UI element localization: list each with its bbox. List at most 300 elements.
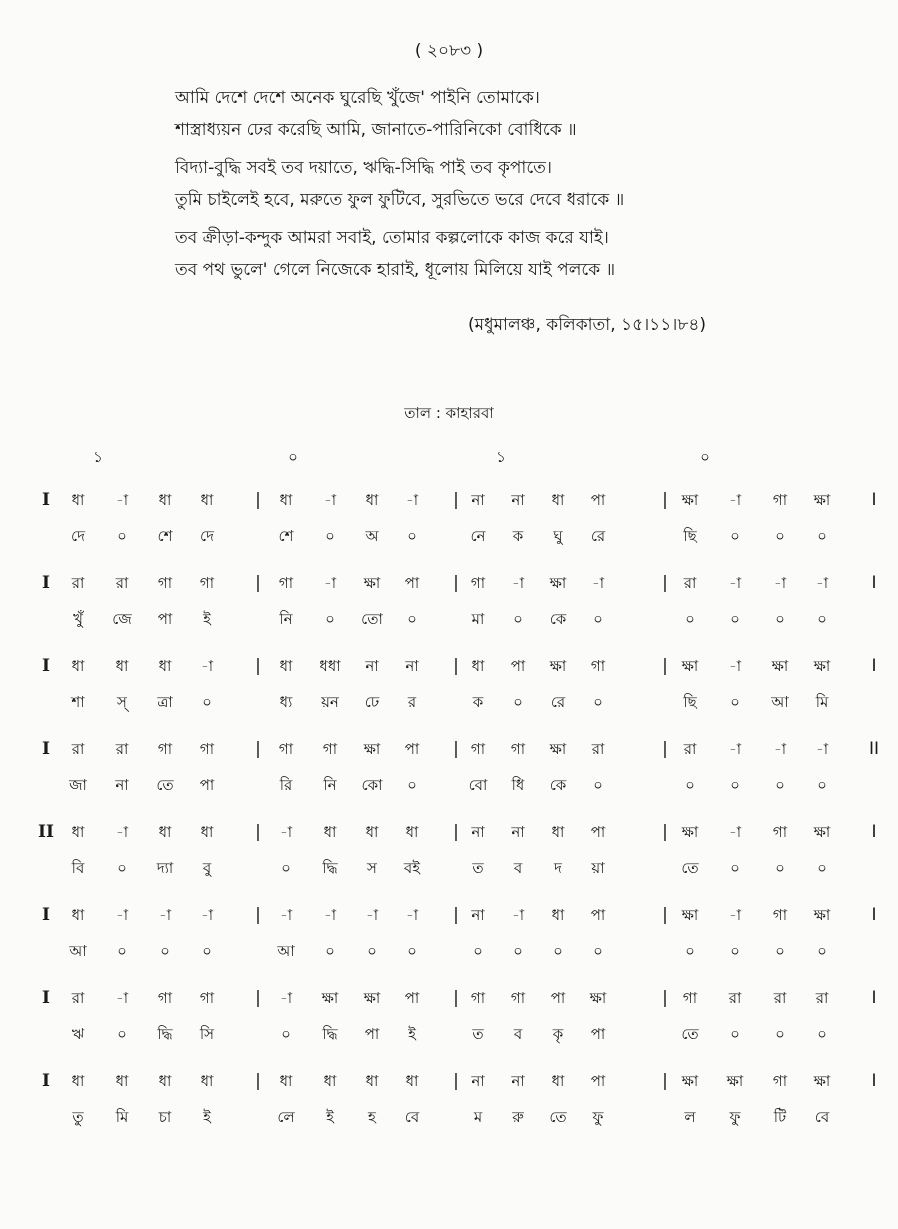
lyric-syllable: বই [403,859,421,877]
lyric-syllable: না [115,776,129,794]
swara-note: ধা [158,657,172,675]
lyric-syllable: রি [279,776,293,794]
lyric-syllable: ০ [817,610,827,628]
lyric-syllable: ০ [513,610,523,628]
swara-note: ক্ষা [549,740,567,758]
swara-note: গা [772,823,788,841]
lyric-syllable: রে [550,693,566,711]
lyric-syllable: ধ্য [279,693,293,711]
swara-note: রা [683,740,697,758]
lyric-syllable: দ্ধি [157,1025,173,1043]
lyric-syllable: মি [815,693,829,711]
swara-line [0,735,898,763]
swara-note: না [511,823,525,841]
swara-note: ক্ষা [321,989,339,1007]
swara-note: -া [728,823,742,841]
lyric-syllable: ০ [775,942,785,960]
lyric-syllable: ০ [325,527,335,545]
swara-note: ক্ষা [363,989,381,1007]
swara-note: ক্ষা [681,906,699,924]
lyric-syllable: ম [473,1108,483,1126]
swara-note: গা [199,740,215,758]
swara-note: -া [511,906,525,924]
lyric-syllable: ই [203,610,211,628]
lyric-syllable: তে [681,1025,699,1043]
swara-note: -া [728,906,742,924]
beat-mark: ১ [496,448,506,466]
swara-note: -া [279,989,293,1007]
swara-note: ধা [200,491,214,509]
swara-note: পা [404,989,420,1007]
swara-note: রা [71,989,85,1007]
attribution: (মধুমালঞ্চ, কলিকাতা, ১৫।১১।৮৪) [468,315,707,335]
swara-note: ধা [71,657,85,675]
swara-note: ধা [551,906,565,924]
lyric-syllable: ০ [325,942,335,960]
swara-note: ক্ষা [681,1072,699,1090]
lyric-syllable: তে [549,1108,567,1126]
lyric-syllable: রু [512,1108,524,1126]
swara-note: -া [405,491,419,509]
bar-separator: | [453,905,459,925]
swara-note: ক্ষা [363,740,381,758]
swara-note: ক্ষা [813,823,831,841]
bar-separator: | [255,988,261,1008]
swara-note: ক্ষা [549,574,567,592]
swara-note: ধা [200,1072,214,1090]
lyric-syllable: ০ [730,859,740,877]
lyric-syllable: ০ [117,942,127,960]
bar-separator: | [255,1071,261,1091]
swara-note: গা [278,740,294,758]
swara-note: -া [279,906,293,924]
swara-note: গা [772,906,788,924]
start-barline: II [38,822,54,842]
notation-row [0,478,898,561]
lyric-syllable: পা [364,1025,380,1043]
lyric-syllable: লে [277,1108,295,1126]
lyric-syllable: স [367,859,377,877]
lyric-syllable: কে [549,776,567,794]
swara-note: -া [728,740,742,758]
bar-separator: | [255,822,261,842]
swara-line [0,984,898,1012]
swara-note: না [471,491,485,509]
bar-separator: | [662,490,668,510]
lyric-syllable-line [0,1103,898,1131]
bar-separator: | [255,490,261,510]
lyric-syllable: কে [549,610,567,628]
lyric-syllable: কৃ [552,1025,564,1043]
lyric-syllable: তে [681,859,699,877]
lyric-syllable: ক [512,527,524,545]
lyric-syllable: দ্যা [156,859,174,877]
lyric-syllable: ০ [281,859,291,877]
lyric-syllable: আ [69,942,87,960]
swara-note: পা [510,657,526,675]
swara-note: ধা [158,1072,172,1090]
swara-note: গা [199,989,215,1007]
swara-note: -া [728,657,742,675]
swara-note: ধা [115,1072,129,1090]
lyric-syllable: ০ [593,942,603,960]
notation-row [0,893,898,976]
song-lyrics [175,82,875,286]
lyric-syllable: ০ [281,1025,291,1043]
lyric-syllable: ঋ [71,1025,85,1043]
lyric-syllable: মা [471,610,485,628]
lyric-syllable: ০ [730,942,740,960]
tala-title: তাল : কাহারবা [404,404,494,422]
start-barline: I [42,905,50,925]
lyric-syllable: বে [814,1108,830,1126]
lyric-syllable: ০ [593,610,603,628]
lyric-syllable: নি [279,610,293,628]
swara-note: ক্ষা [549,657,567,675]
swara-line [0,569,898,597]
lyric-syllable: ০ [553,942,563,960]
beat-mark: ১ [93,448,103,466]
lyric-syllable: বে [404,1108,420,1126]
lyric-syllable: ০ [685,610,695,628]
lyric-syllable: শে [157,527,173,545]
swara-note: ধা [323,823,337,841]
swara-note: -া [323,906,337,924]
swara-note: ক্ষা [589,989,607,1007]
lyric-syllable: য়া [591,859,605,877]
swara-note: ধা [365,823,379,841]
swara-note: পা [590,823,606,841]
lyric-syllable: ০ [817,1025,827,1043]
lyric-syllable: ০ [775,527,785,545]
swara-note: রা [71,740,85,758]
swara-note: ক্ষা [726,1072,744,1090]
bar-separator: | [255,905,261,925]
swara-note: -া [115,823,129,841]
swara-note: না [511,491,525,509]
lyric-syllable-line [0,522,898,550]
end-barline: I [871,573,877,593]
bar-separator: | [662,988,668,1008]
swara-line [0,818,898,846]
lyric-syllable: ঘু [553,527,563,545]
lyric-syllable: বি [71,859,85,877]
swara-note: গা [157,989,173,1007]
swara-note: গা [772,1072,788,1090]
lyric-syllable: দ্ধি [322,1025,338,1043]
swara-note: ধা [71,823,85,841]
swara-line [0,652,898,680]
lyric-syllable: ০ [775,859,785,877]
bar-separator: | [453,739,459,759]
swara-note: -া [815,574,829,592]
lyric-syllable: ০ [407,776,417,794]
bar-separator: | [255,573,261,593]
swara-note: না [405,657,419,675]
bar-separator: | [255,739,261,759]
swara-line [0,486,898,514]
lyric-syllable: কো [361,776,383,794]
swara-note: ধা [279,1072,293,1090]
swara-note: -া [115,906,129,924]
swara-note: ধা [158,491,172,509]
lyric-syllable: ব [513,859,523,877]
lyric-syllable: আ [277,942,295,960]
lyric-syllable: ০ [593,776,603,794]
swara-note: ক্ষা [681,491,699,509]
lyric-syllable: ০ [730,1025,740,1043]
bar-separator: | [453,573,459,593]
swara-note: -া [511,574,525,592]
swara-note: ধা [551,1072,565,1090]
lyric-syllable: আ [771,693,789,711]
swara-note: রা [591,740,605,758]
bar-separator: | [453,988,459,1008]
lyric-syllable: ০ [775,776,785,794]
swara-note: ধা [551,491,565,509]
lyric-syllable: ০ [730,610,740,628]
bar-separator: | [255,656,261,676]
swara-note: ধা [279,657,293,675]
swara-note: -া [200,906,214,924]
lyric-syllable: দে [200,527,214,545]
lyric-syllable: ০ [407,527,417,545]
lyric-syllable: পা [157,610,173,628]
swara-note: না [511,1072,525,1090]
lyric-syllable: দ [554,859,562,877]
swara-note: রা [115,574,129,592]
swara-note: ধা [365,1072,379,1090]
swara-note: গা [510,989,526,1007]
swara-note: পা [404,574,420,592]
lyric-syllable: য়ন [321,693,339,711]
swara-note: গা [470,989,486,1007]
lyric-syllable: ফু [729,1108,741,1126]
lyric-syllable: ০ [730,776,740,794]
lyric-syllable: চা [158,1108,172,1126]
swara-note: পা [590,1072,606,1090]
lyric-syllable: জে [112,610,132,628]
swara-note: গা [772,491,788,509]
swara-note: -া [773,740,787,758]
lyric-syllable: ঢে [364,693,380,711]
swara-note: -া [323,574,337,592]
lyric-syllable: ০ [117,527,127,545]
swara-note: পা [590,491,606,509]
lyric-syllable: ত্রা [157,693,173,711]
lyric-syllable-line [0,605,898,633]
lyric-syllable: ০ [202,693,212,711]
lyric-syllable: ছি [683,527,697,545]
swara-note: গা [470,574,486,592]
lyric-syllable: দে [71,527,85,545]
swara-note: না [365,657,379,675]
beat-mark: ০ [700,448,710,466]
lyric-syllable: ০ [513,693,523,711]
end-barline: II [868,739,880,759]
lyric-syllable: মি [115,1108,129,1126]
lyric-line-3: বিদ্যা-বুদ্ধি সবই তব দয়াতে, ঋদ্ধি-সিদ্ধি পাই তব কৃপাতে। [175,158,552,178]
lyric-syllable: অ [365,527,379,545]
lyric-syllable: বু [202,859,212,877]
lyric-syllable: তে [156,776,174,794]
notation-row [0,810,898,893]
lyric-syllable: ই [326,1108,334,1126]
start-barline: I [42,656,50,676]
notation-row [0,1059,898,1142]
bar-separator: | [662,656,668,676]
beat-markers [0,446,898,470]
swara-note: ধা [200,823,214,841]
bar-separator: | [662,905,668,925]
start-barline: I [42,1071,50,1091]
swara-note: গা [278,574,294,592]
swara-note: গা [470,740,486,758]
lyric-syllable: জা [69,776,87,794]
swara-line [0,1067,898,1095]
lyric-syllable: নে [470,527,486,545]
notation-table [0,478,898,1142]
swara-note: ক্ষা [363,574,381,592]
lyric-syllable: ০ [117,1025,127,1043]
lyric-syllable: পা [199,776,215,794]
lyric-syllable: ০ [730,527,740,545]
swara-note: -া [323,491,337,509]
lyric-syllable: ০ [367,942,377,960]
lyric-syllable-line [0,771,898,799]
lyric-syllable: ০ [593,693,603,711]
swara-note: রা [815,989,829,1007]
bar-separator: | [453,490,459,510]
swara-note: না [471,906,485,924]
swara-note: গা [322,740,338,758]
lyric-line-4: তুমি চাইলেই হবে, মরুতে ফুল ফুটিবে, সুরভিতে ভরে দেবে ধরাকে ॥ [175,190,625,210]
lyric-syllable: ০ [685,776,695,794]
bar-separator: | [453,822,459,842]
swara-note: ধা [551,823,565,841]
swara-note: ক্ষা [771,657,789,675]
swara-note: গা [157,574,173,592]
swara-note: ধা [405,823,419,841]
swara-note: -া [405,906,419,924]
start-barline: I [42,573,50,593]
bar-separator: | [453,1071,459,1091]
lyric-syllable: ০ [202,942,212,960]
lyric-syllable: রে [590,527,606,545]
swara-note: ধা [471,657,485,675]
lyric-syllable: ০ [325,610,335,628]
lyric-line-1: আমি দেশে দেশে অনেক ঘুরেছি খুঁজে' পাইনি তোমাকে। [175,88,540,108]
swara-note: ধা [71,491,85,509]
lyric-syllable: ০ [160,942,170,960]
swara-note: পা [550,989,566,1007]
end-barline: I [871,905,877,925]
lyric-line-6: তব পথ ভুলে' গেলে নিজেকে হারাই, ধূলোয় মিলিয়ে যাই পলকে ॥ [175,260,616,280]
swara-note: -া [365,906,379,924]
swara-note: ধা [115,657,129,675]
lyric-syllable-line [0,854,898,882]
swara-note: গা [199,574,215,592]
bar-separator: | [453,656,459,676]
start-barline: I [42,988,50,1008]
lyric-syllable-line [0,688,898,716]
swara-note: রা [728,989,742,1007]
swara-note: ধা [405,1072,419,1090]
notation-row [0,727,898,810]
lyric-syllable: ত [472,859,484,877]
lyric-syllable: ফু [592,1108,604,1126]
start-barline: I [42,739,50,759]
lyric-syllable: তু [72,1108,84,1126]
bar-separator: | [662,739,668,759]
lyric-syllable: ০ [685,942,695,960]
end-barline: I [871,490,877,510]
lyric-syllable: শা [71,693,85,711]
lyric-syllable-line [0,937,898,965]
swara-note: -া [728,491,742,509]
end-barline: I [871,988,877,1008]
swara-note: ধধা [319,657,341,675]
lyric-syllable: ০ [407,942,417,960]
lyric-syllable: তো [361,610,383,628]
swara-note: ধা [279,491,293,509]
end-barline: I [871,1071,877,1091]
lyric-syllable: র [407,693,417,711]
bar-separator: | [662,822,668,842]
lyric-syllable: ল [684,1108,696,1126]
lyric-syllable: ০ [817,776,827,794]
swara-note: গা [510,740,526,758]
swara-note: রা [71,574,85,592]
swara-note: -া [591,574,605,592]
swara-note: ধা [365,491,379,509]
swara-note: না [471,1072,485,1090]
lyric-line-2: শাস্ত্রাধ্যয়ন ঢের করেছি আমি, জানাতে-পারিনিকো বোধিকে ॥ [175,120,577,140]
lyric-syllable: ত [472,1025,484,1043]
swara-note: -া [115,989,129,1007]
swara-note: পা [590,906,606,924]
swara-note: ক্ষা [813,491,831,509]
lyric-syllable: ০ [775,610,785,628]
swara-note: ক্ষা [681,657,699,675]
swara-note: গা [590,657,606,675]
lyric-syllable: হ [368,1108,376,1126]
lyric-syllable: ০ [817,859,827,877]
end-barline: I [871,656,877,676]
swara-note: রা [683,574,697,592]
lyric-syllable: ০ [817,527,827,545]
swara-note: রা [115,740,129,758]
swara-note: ক্ষা [681,823,699,841]
swara-note: ধা [323,1072,337,1090]
swara-note: -া [158,906,172,924]
end-barline: I [871,822,877,842]
swara-note: গা [682,989,698,1007]
swara-note: -া [200,657,214,675]
lyric-syllable: ব [513,1025,523,1043]
lyric-syllable: ০ [407,610,417,628]
swara-note: না [471,823,485,841]
lyric-syllable: শে [278,527,294,545]
swara-note: ধা [71,906,85,924]
lyric-syllable: ই [408,1025,416,1043]
lyric-syllable: খুঁ [73,610,83,628]
swara-note: ক্ষা [813,906,831,924]
swara-note: ক্ষা [813,657,831,675]
lyric-syllable: ০ [117,859,127,877]
beat-mark: ০ [288,448,298,466]
swara-note: পা [404,740,420,758]
